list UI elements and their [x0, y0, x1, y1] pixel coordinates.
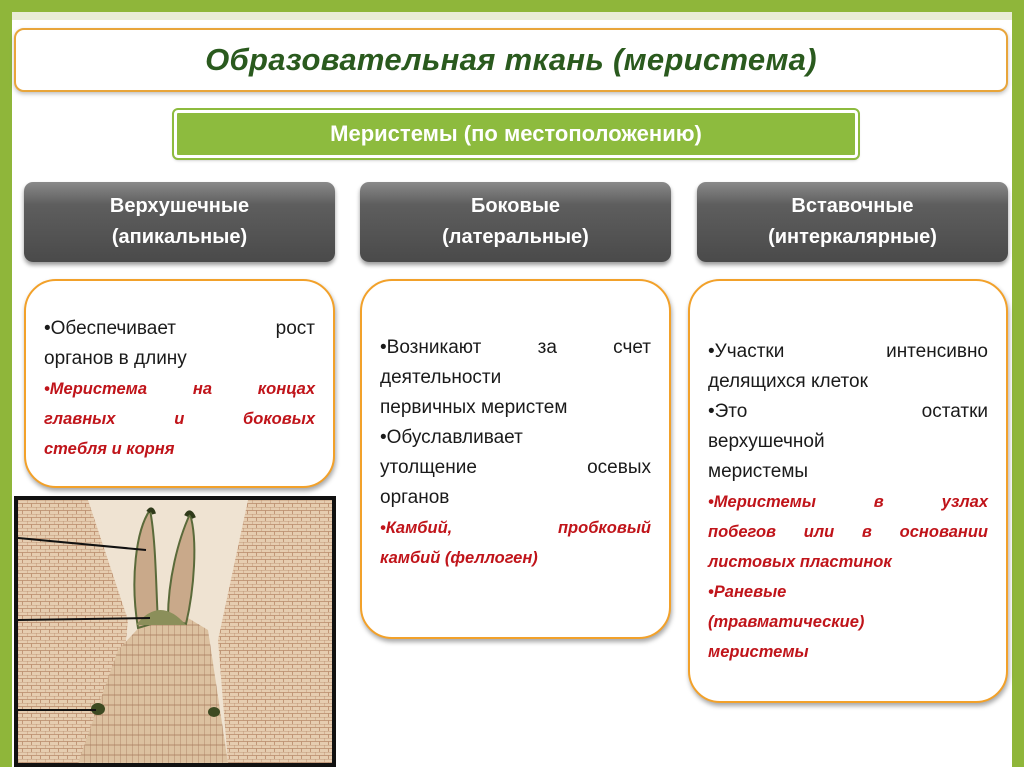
card-intercalary-red-line: •Меристемы в узлах [708, 493, 988, 511]
category-apical-line1: Верхушечные [109, 195, 250, 217]
title-box [14, 28, 1008, 92]
card-apical-text-line: •Обеспечивает рост [44, 318, 315, 339]
card-intercalary-red-line: побегов или в основании [708, 523, 988, 541]
card-lateral-red-line: •Камбий, пробковый [380, 519, 651, 537]
card-intercalary-text-line: •Участки интенсивно [708, 341, 988, 362]
card-intercalary-text-line: •Это остатки [708, 401, 988, 422]
card-intercalary-red-line: (травматические) [708, 613, 865, 631]
category-apical [24, 182, 335, 262]
card-apical-red-line: главных и боковых [44, 410, 315, 428]
category-intercalary-line2: (интеркалярные) [768, 226, 937, 248]
category-apical-line2: (апикальные) [111, 226, 248, 248]
card-intercalary-red-line: меристемы [708, 643, 809, 661]
card-intercalary-text-line: верхушечной [708, 431, 825, 452]
top-strip [12, 12, 1012, 20]
card-lateral-text-line: утолщение осевых [380, 457, 651, 478]
card-intercalary-red-line: листовых пластинок [708, 553, 892, 571]
card-lateral-text-line: органов [380, 487, 450, 508]
card-intercalary-text-line: меристемы [708, 461, 809, 482]
category-lateral-line1: Боковые [470, 195, 561, 217]
card-apical-text-line: органов в длину [44, 348, 187, 369]
subtitle: Меристемы (по местоположению) [330, 121, 702, 146]
card-apical-red-line: стебля и корня [44, 440, 175, 458]
page-title: Образовательная ткань (меристема) [205, 42, 817, 77]
card-intercalary-text-line: делящихся клеток [708, 371, 868, 392]
shoot-apex-micrograph [14, 496, 336, 767]
card-lateral-text-line: деятельности [380, 367, 502, 388]
category-lateral [360, 182, 671, 262]
card-lateral-text-line: •Обуславливает [380, 427, 523, 448]
category-intercalary-line1: Вставочные [791, 195, 914, 217]
card-lateral-text-line: •Возникают за счет [380, 337, 651, 358]
card-lateral [360, 279, 671, 639]
card-apical [24, 279, 335, 488]
subtitle-box [174, 110, 858, 158]
card-lateral-red-line: камбий (феллоген) [380, 549, 538, 567]
card-intercalary [688, 279, 1008, 703]
category-intercalary [697, 182, 1008, 262]
card-apical-red-line: •Меристема на концах [44, 380, 315, 398]
card-lateral-text-line: первичных меристем [380, 397, 568, 418]
card-intercalary-red-line: •Раневые [708, 583, 787, 601]
micrograph-drawing [18, 500, 332, 763]
category-lateral-line2: (латеральные) [442, 226, 589, 248]
